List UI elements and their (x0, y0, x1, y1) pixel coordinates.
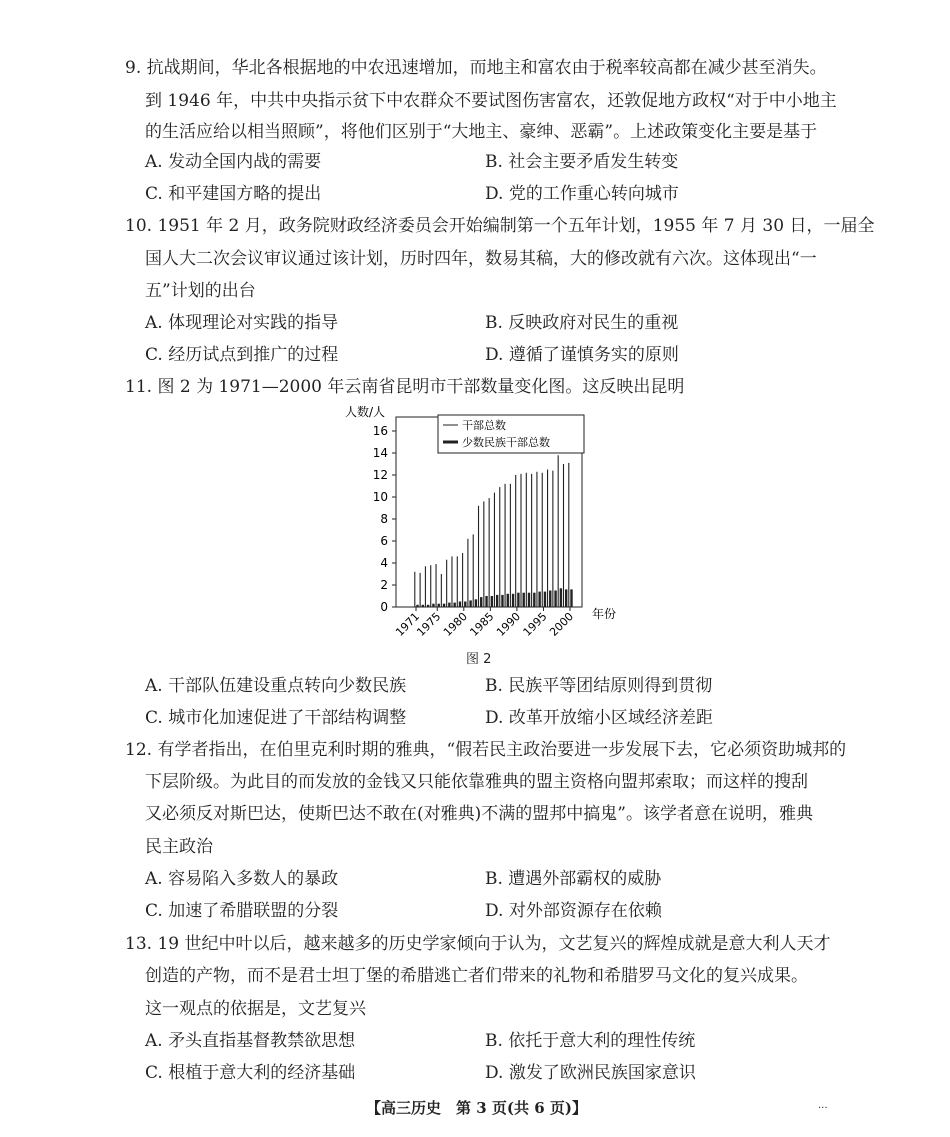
bar-minority (554, 591, 556, 608)
bar-minority (570, 589, 572, 607)
q9-option-b: B. 社会主要矛盾发生转变 (485, 152, 679, 172)
q12-line-2: 下层阶级。为此目的而发放的金钱又只能依靠雅典的盟主资格向盟邦索取；而这样的搜刮 (145, 772, 808, 792)
y-tick-label: 10 (372, 490, 388, 504)
y-tick-label: 2 (380, 578, 388, 592)
x-tick-label: 2000 (547, 609, 577, 639)
y-tick-label: 16 (372, 424, 388, 438)
bar-minority (438, 604, 440, 607)
q11-option-a: A. 干部队伍建设重点转向少数民族 (145, 676, 407, 696)
chart-figure-2 (300, 395, 640, 665)
bar-minority (565, 589, 567, 607)
bar-minority (491, 596, 493, 607)
bar-minority (432, 604, 434, 607)
chart-caption: 图 2 (466, 652, 492, 667)
q13-line-2: 创造的产物，而不是君士坦丁堡的希腊逃亡者们带来的礼物和希腊罗马文化的复兴成果。 (145, 966, 808, 986)
bar-minority (443, 604, 445, 607)
x-tick-label: 1980 (440, 609, 470, 639)
q9-option-a: A. 发动全国内战的需要 (145, 152, 322, 172)
q13-option-a: A. 矛头直指基督教禁欲思想 (145, 1031, 356, 1051)
bar-minority (453, 603, 455, 607)
x-tick-label: 1971 (393, 609, 423, 639)
bar-minority (480, 597, 482, 607)
q9-option-d: D. 党的工作重心转向城市 (485, 184, 679, 204)
q12-option-c: C. 加速了希腊联盟的分裂 (145, 901, 339, 921)
bar-minority (544, 592, 546, 607)
bar-minority (464, 602, 466, 608)
bar-minority (528, 593, 530, 607)
bar-minority (507, 594, 509, 607)
q13-line-1: 13. 19 世纪中叶以后，越来越多的历史学家倾向于认为，文艺复兴的辉煌成就是意大利人天才 (125, 934, 831, 954)
q12-line-3: 又必须反对斯巴达，使斯巴达不敢在(对雅典)不满的盟邦中搞鬼”。该学者意在说明，雅典 (145, 804, 813, 824)
q10-option-c: C. 经历试点到推广的过程 (145, 345, 339, 365)
q13-line-3: 这一观点的依据是，文艺复兴 (145, 999, 366, 1019)
bar-minority (448, 603, 450, 607)
y-tick-label: 12 (372, 468, 388, 482)
legend-label-total: 干部总数 (462, 419, 506, 432)
chart-legend (438, 415, 584, 453)
page-mark: ... (818, 1100, 828, 1111)
y-tick-label: 0 (380, 600, 388, 614)
chart-y-label: 人数/人 (345, 405, 386, 419)
q10-option-d: D. 遵循了谨慎务实的原则 (485, 345, 679, 365)
q9-line-2: 到 1946 年，中共中央指示贫下中农群众不要试图伤害富农，还敦促地方政权“对于中小地主 (145, 91, 837, 111)
bar-minority (549, 591, 551, 608)
y-tick-label: 6 (380, 534, 388, 548)
q9-option-c: C. 和平建国方略的提出 (145, 184, 322, 204)
x-tick-label: 1975 (414, 609, 444, 639)
legend-label-minority: 少数民族干部总数 (462, 436, 550, 449)
page-footer: 【高三历史 第 3 页(共 6 页)】 (366, 1099, 587, 1117)
y-tick-label: 8 (380, 512, 388, 526)
q11-line-1: 11. 图 2 为 1971—2000 年云南省昆明市干部数量变化图。这反映出昆明 (125, 377, 685, 397)
bar-minority (422, 605, 424, 607)
x-tick-label: 1985 (467, 609, 497, 639)
q12-option-a: A. 容易陷入多数人的暴政 (145, 869, 339, 889)
bar-minority (533, 593, 535, 607)
bar-minority (523, 593, 525, 607)
q9-line-1: 9. 抗战期间，华北各根据地的中农迅速增加，而地主和富农由于税率较高都在减少甚至消失。 (125, 58, 827, 78)
bar-minority (512, 594, 514, 607)
x-tick-label: 1990 (494, 609, 524, 639)
x-tick-label: 1995 (520, 609, 550, 639)
y-tick-label: 4 (380, 556, 388, 570)
bar-minority (560, 588, 562, 607)
q10-option-a: A. 体现理论对实践的指导 (145, 313, 339, 333)
q11-option-d: D. 改革开放缩小区域经济差距 (485, 708, 713, 728)
y-tick-label: 14 (372, 446, 388, 460)
q13-option-d: D. 激发了欧洲民族国家意识 (485, 1063, 696, 1083)
q13-option-c: C. 根植于意大利的经济基础 (145, 1063, 356, 1083)
bar-minority (538, 592, 540, 607)
q12-line-4: 民主政治 (145, 837, 213, 857)
bar-minority (475, 599, 477, 607)
bar-minority (459, 602, 461, 608)
chart-bars (415, 455, 573, 607)
bar-minority (485, 596, 487, 607)
q11-option-c: C. 城市化加速促进了干部结构调整 (145, 708, 407, 728)
bar-minority (496, 595, 498, 607)
q12-option-b: B. 遭遇外部霸权的威胁 (485, 869, 662, 889)
bar-minority (427, 605, 429, 607)
q12-line-1: 12. 有学者指出，在伯里克利时期的雅典，“假若民主政治要进一步发展下去，它必须资助城邦的 (125, 740, 847, 760)
bar-minority (469, 600, 471, 607)
chart-x-label: 年份 (592, 607, 617, 621)
q10-option-b: B. 反映政府对民生的重视 (485, 313, 679, 333)
bar-minority (517, 593, 519, 607)
q12-option-d: D. 对外部资源存在依赖 (485, 901, 662, 921)
chart-svg (300, 395, 640, 665)
q10-line-3: 五”计划的出台 (145, 281, 256, 301)
bar-minority (416, 605, 418, 607)
q10-line-1: 10. 1951 年 2 月，政务院财政经济委员会开始编制第一个五年计划，1955 年 7 月 30 日，一届全 (125, 216, 875, 236)
q9-line-3: 的生活应给以相当照顾”，将他们区别于“大地主、豪绅、恶霸”。上述政策变化主要是基于 (145, 122, 818, 142)
bar-minority (501, 595, 503, 607)
q13-option-b: B. 依托于意大利的理性传统 (485, 1031, 696, 1051)
q10-line-2: 国人大二次会议审议通过该计划，历时四年，数易其稿，大的修改就有六次。这体现出“一 (145, 249, 817, 269)
q11-option-b: B. 民族平等团结原则得到贯彻 (485, 676, 713, 696)
